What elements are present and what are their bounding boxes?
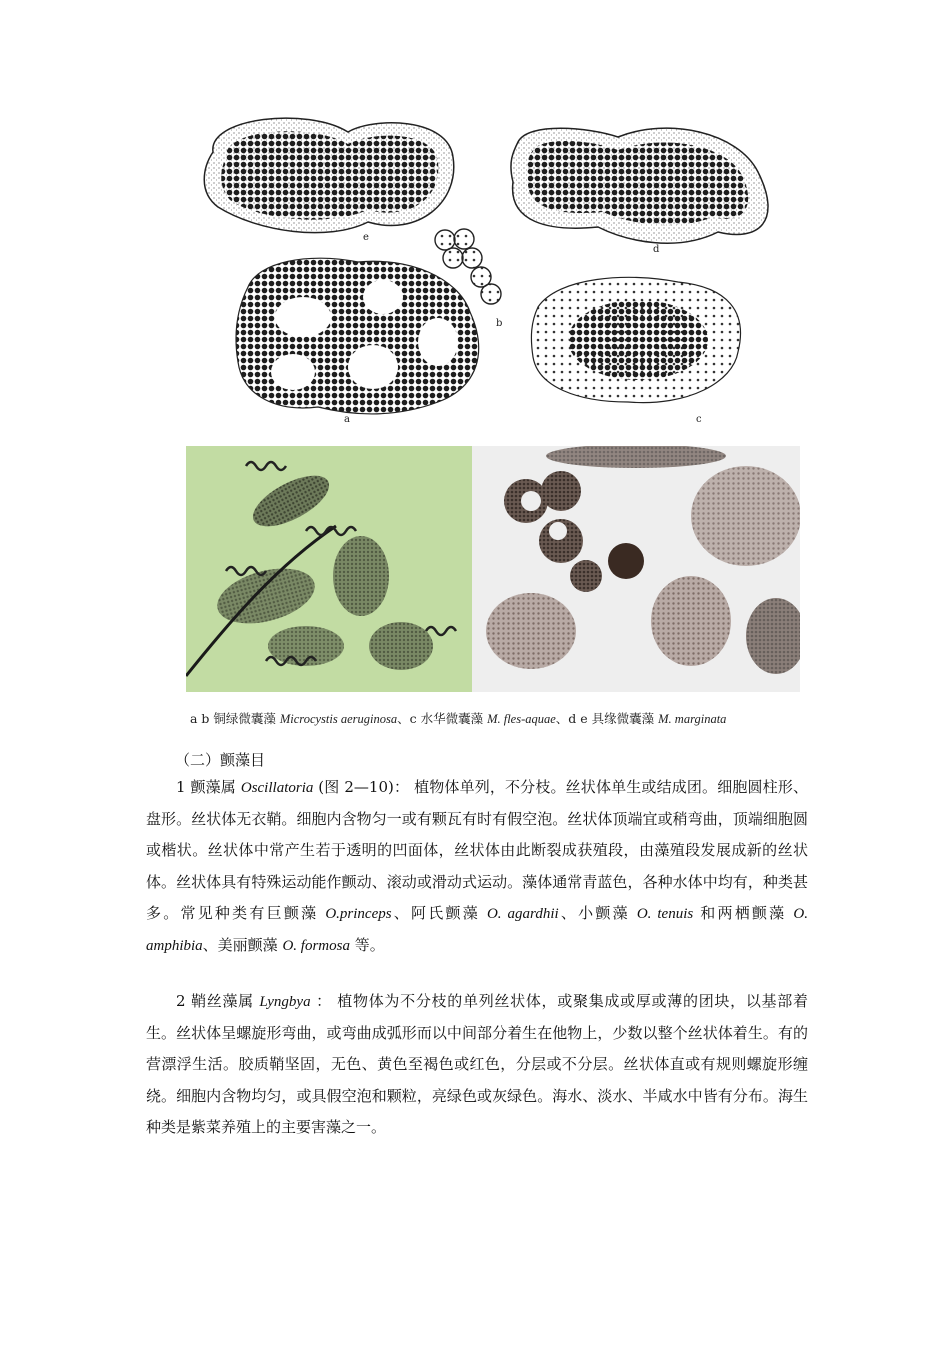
paragraph-oscillatoria: 1 颤藻属 Oscillatoria (图 2—10)： 植物体单列，不分枝。丝状体单生或结成团。细胞圆柱形、盘形。丝状体无衣鞘。细胞内含物匀一或有颗瓦有时有假空泡。丝状体顶端宜或稍弯曲，顶端细胞圆或楷状。丝状体中常产生若于透明的凹面体，丝状体由此断裂成获殖段，由藻殖段发展成新的丝状体。丝状体具有特殊运动能作颤动、滚动或滑动式运动。藻体通常青蓝色，各种水体中均有，种类甚多。常见种类有巨颤藻 O.princeps、阿氏颤藻 O. agardhii、小颤藻 O. tenuis 和两栖颤藻 O. amphibia、美丽颤藻 O. formosa 等。	[146, 778, 808, 955]
green-colony-3	[333, 536, 389, 616]
label-d: d	[653, 244, 660, 255]
caption-species-3: M. marginata	[658, 712, 727, 726]
figure-caption	[190, 709, 800, 727]
brown-blob	[608, 543, 644, 579]
caption-text-3: 、d e 具缘微囊藻	[555, 711, 659, 726]
caption-text-1: a b 铜绿微囊藻	[190, 711, 280, 726]
pale-colony-1	[486, 593, 576, 669]
pale-colony-2	[651, 576, 731, 666]
section-heading: （二）颤藻目	[175, 751, 266, 769]
label-a: a	[344, 414, 350, 425]
colony-d	[511, 128, 768, 243]
label-b: b	[496, 318, 503, 329]
label-e: e	[363, 232, 369, 243]
colony-e	[204, 118, 454, 233]
colony-a	[236, 258, 479, 414]
caption-species-2: M. fles-aquae	[487, 712, 556, 726]
colony-line-drawing	[198, 112, 786, 434]
paragraph-lyngbya: 2 鞘丝藻属 Lyngbya ： 植物体为不分枝的单列丝状体，或聚集成或厚或薄的团块，以基部着生。丝状体呈螺旋形弯曲，或弯曲成弧形而以中间部分着生在他物上，少数以整个丝状体着生。有的营漂浮生活。胶质鞘坚固，无色、黄色至褐色或红色，分层或不分层。丝状体直或有规则螺旋形缠绕。细胞内含物均匀，或具假空泡和颗粒，亮绿色或灰绿色。海水、淡水、半咸水中皆有分布。海生种类是紫菜养殖上的主要害藻之一。	[146, 992, 808, 1136]
label-c: c	[696, 414, 702, 425]
colony-c	[531, 277, 740, 402]
grey-colony-1	[691, 466, 800, 566]
green-colony-4	[369, 622, 433, 670]
caption-species-1: Microcystis aeruginosa	[279, 712, 398, 726]
caption-text-2: 、c 水华微囊藻	[397, 711, 488, 726]
colony-micrograph	[186, 446, 800, 692]
